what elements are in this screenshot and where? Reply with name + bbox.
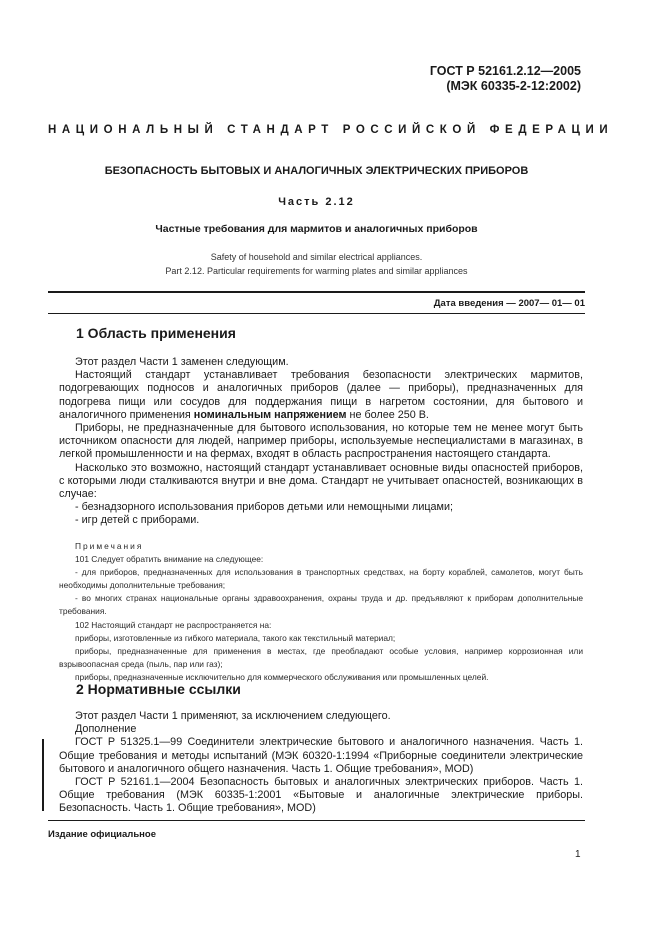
note-item: - для приборов, предназначенных для использования в транспортных средствах, на борту кораблей, самолетов, могут быть необходимы дополнительные требования;: [59, 567, 583, 591]
introduction-date: Дата введения — 2007— 01— 01: [433, 298, 585, 309]
paragraph: Насколько это возможно, настоящий стандарт устанавливает основные виды опасностей приборов, с которыми люди сталкиваются внутри и вне дома. Стандарт не учитывает опасностей, возникающих в случае:: [59, 461, 583, 501]
standard-code-iec: (МЭК 60335-2-12:2002): [446, 79, 581, 93]
paragraph: Приборы, не предназначенные для бытового использования, но которые тем не менее могут быть источником опасности для людей, например приборы, используемые неспециалистами в магазинах, в легкой промышленности и на фермах, входят в область распространения настоящего стандарта.: [59, 422, 583, 461]
note-item: 101 Следует обратить внимание на следующее:: [75, 554, 264, 565]
notes-block: [59, 540, 583, 684]
reference-item: ГОСТ Р 52161.1—2004 Безопасность бытовых и аналогичных электрических приборов. Часть 1. Общие требования (МЭК 60335-1:2001 «Бытовые и аналогичные электрические приборы. Безопасность. Часть 1. Общие требования», MOD): [59, 776, 583, 815]
section-1-heading: 1 Область применения: [76, 325, 236, 341]
date-divider: [48, 313, 585, 314]
list-item: - игр детей с приборами.: [75, 514, 200, 527]
reference-item: ГОСТ Р 51325.1—99 Соединители электрические бытового и аналогичного назначения. Часть 1. Общие требования и методы испытаний (МЭК 60320-1:1994 «Приборные соединители электрические бытового и аналогичного общего назначения. Часть 1. Общие требования», MOD): [59, 736, 583, 775]
list-item: - безнадзорного использования приборов детьми или немощными лицами;: [75, 501, 453, 514]
standard-code: [430, 64, 581, 94]
note-item: приборы, изготовленные из гибкого материала, такого как текстильный материал;: [75, 632, 396, 643]
header-divider: [48, 291, 585, 293]
paragraph: Этот раздел Части 1 заменен следующим.: [75, 356, 289, 368]
paragraph: Этот раздел Части 1 применяют, за исключением следующего.: [75, 710, 391, 722]
section-2-heading: 2 Нормативные ссылки: [76, 681, 241, 697]
document-subtitle: Частные требования для мармитов и аналогичных приборов: [155, 223, 478, 235]
section-1-body: [59, 356, 583, 528]
national-standard-banner: НАЦИОНАЛЬНЫЙ СТАНДАРТ РОССИЙСКОЙ ФЕДЕРАЦИИ: [48, 124, 614, 136]
note-item: 102 Настоящий стандарт не распространяется на:: [75, 619, 272, 630]
part-number: Часть 2.12: [278, 196, 355, 208]
revision-bar: [42, 739, 44, 811]
defined-term: номинальным напряжением: [193, 408, 347, 421]
section-2-body: [59, 710, 583, 816]
standard-code-gost: ГОСТ Р 52161.2.12—2005: [429, 64, 581, 78]
page-number: 1: [575, 849, 581, 860]
edition-label: Издание официальное: [48, 829, 156, 840]
note-item: - во многих странах национальные органы здравоохранения, охраны труда и др. предъявляют к приборам дополнительные требования.: [59, 593, 583, 617]
notes-label: Примечания: [75, 541, 144, 551]
paragraph: Дополнение: [75, 723, 137, 736]
note-item: приборы, предназначенные исключительно для коммерческого обслуживания или промышленных целей.: [75, 671, 489, 682]
note-item: приборы, предназначенные для применения в местах, где преобладают особые условия, например коррозионная или взрывоопасная среда (пыль, пар или газ);: [59, 645, 583, 669]
english-title-line2: Part 2.12. Particular requirements for warming plates and similar appliances: [165, 266, 468, 276]
document-title: БЕЗОПАСНОСТЬ БЫТОВЫХ И АНАЛОГИЧНЫХ ЭЛЕКТРИЧЕСКИХ ПРИБОРОВ: [104, 165, 529, 177]
english-title: [48, 250, 585, 278]
english-title-line1: Safety of household and similar electrical appliances.: [210, 252, 423, 262]
paragraph-scope: Настоящий стандарт устанавливает требования безопасности электрических мармитов, подогревающих подносов и аналогичных приборов (далее — приборы), предназначенных для подогрева пищи или сосудов для поддержания пищи в нагретом состоянии, для бытового и аналогичного применения номинальным напряжением не более 250 В.: [59, 369, 583, 421]
footer-divider: [48, 820, 585, 821]
